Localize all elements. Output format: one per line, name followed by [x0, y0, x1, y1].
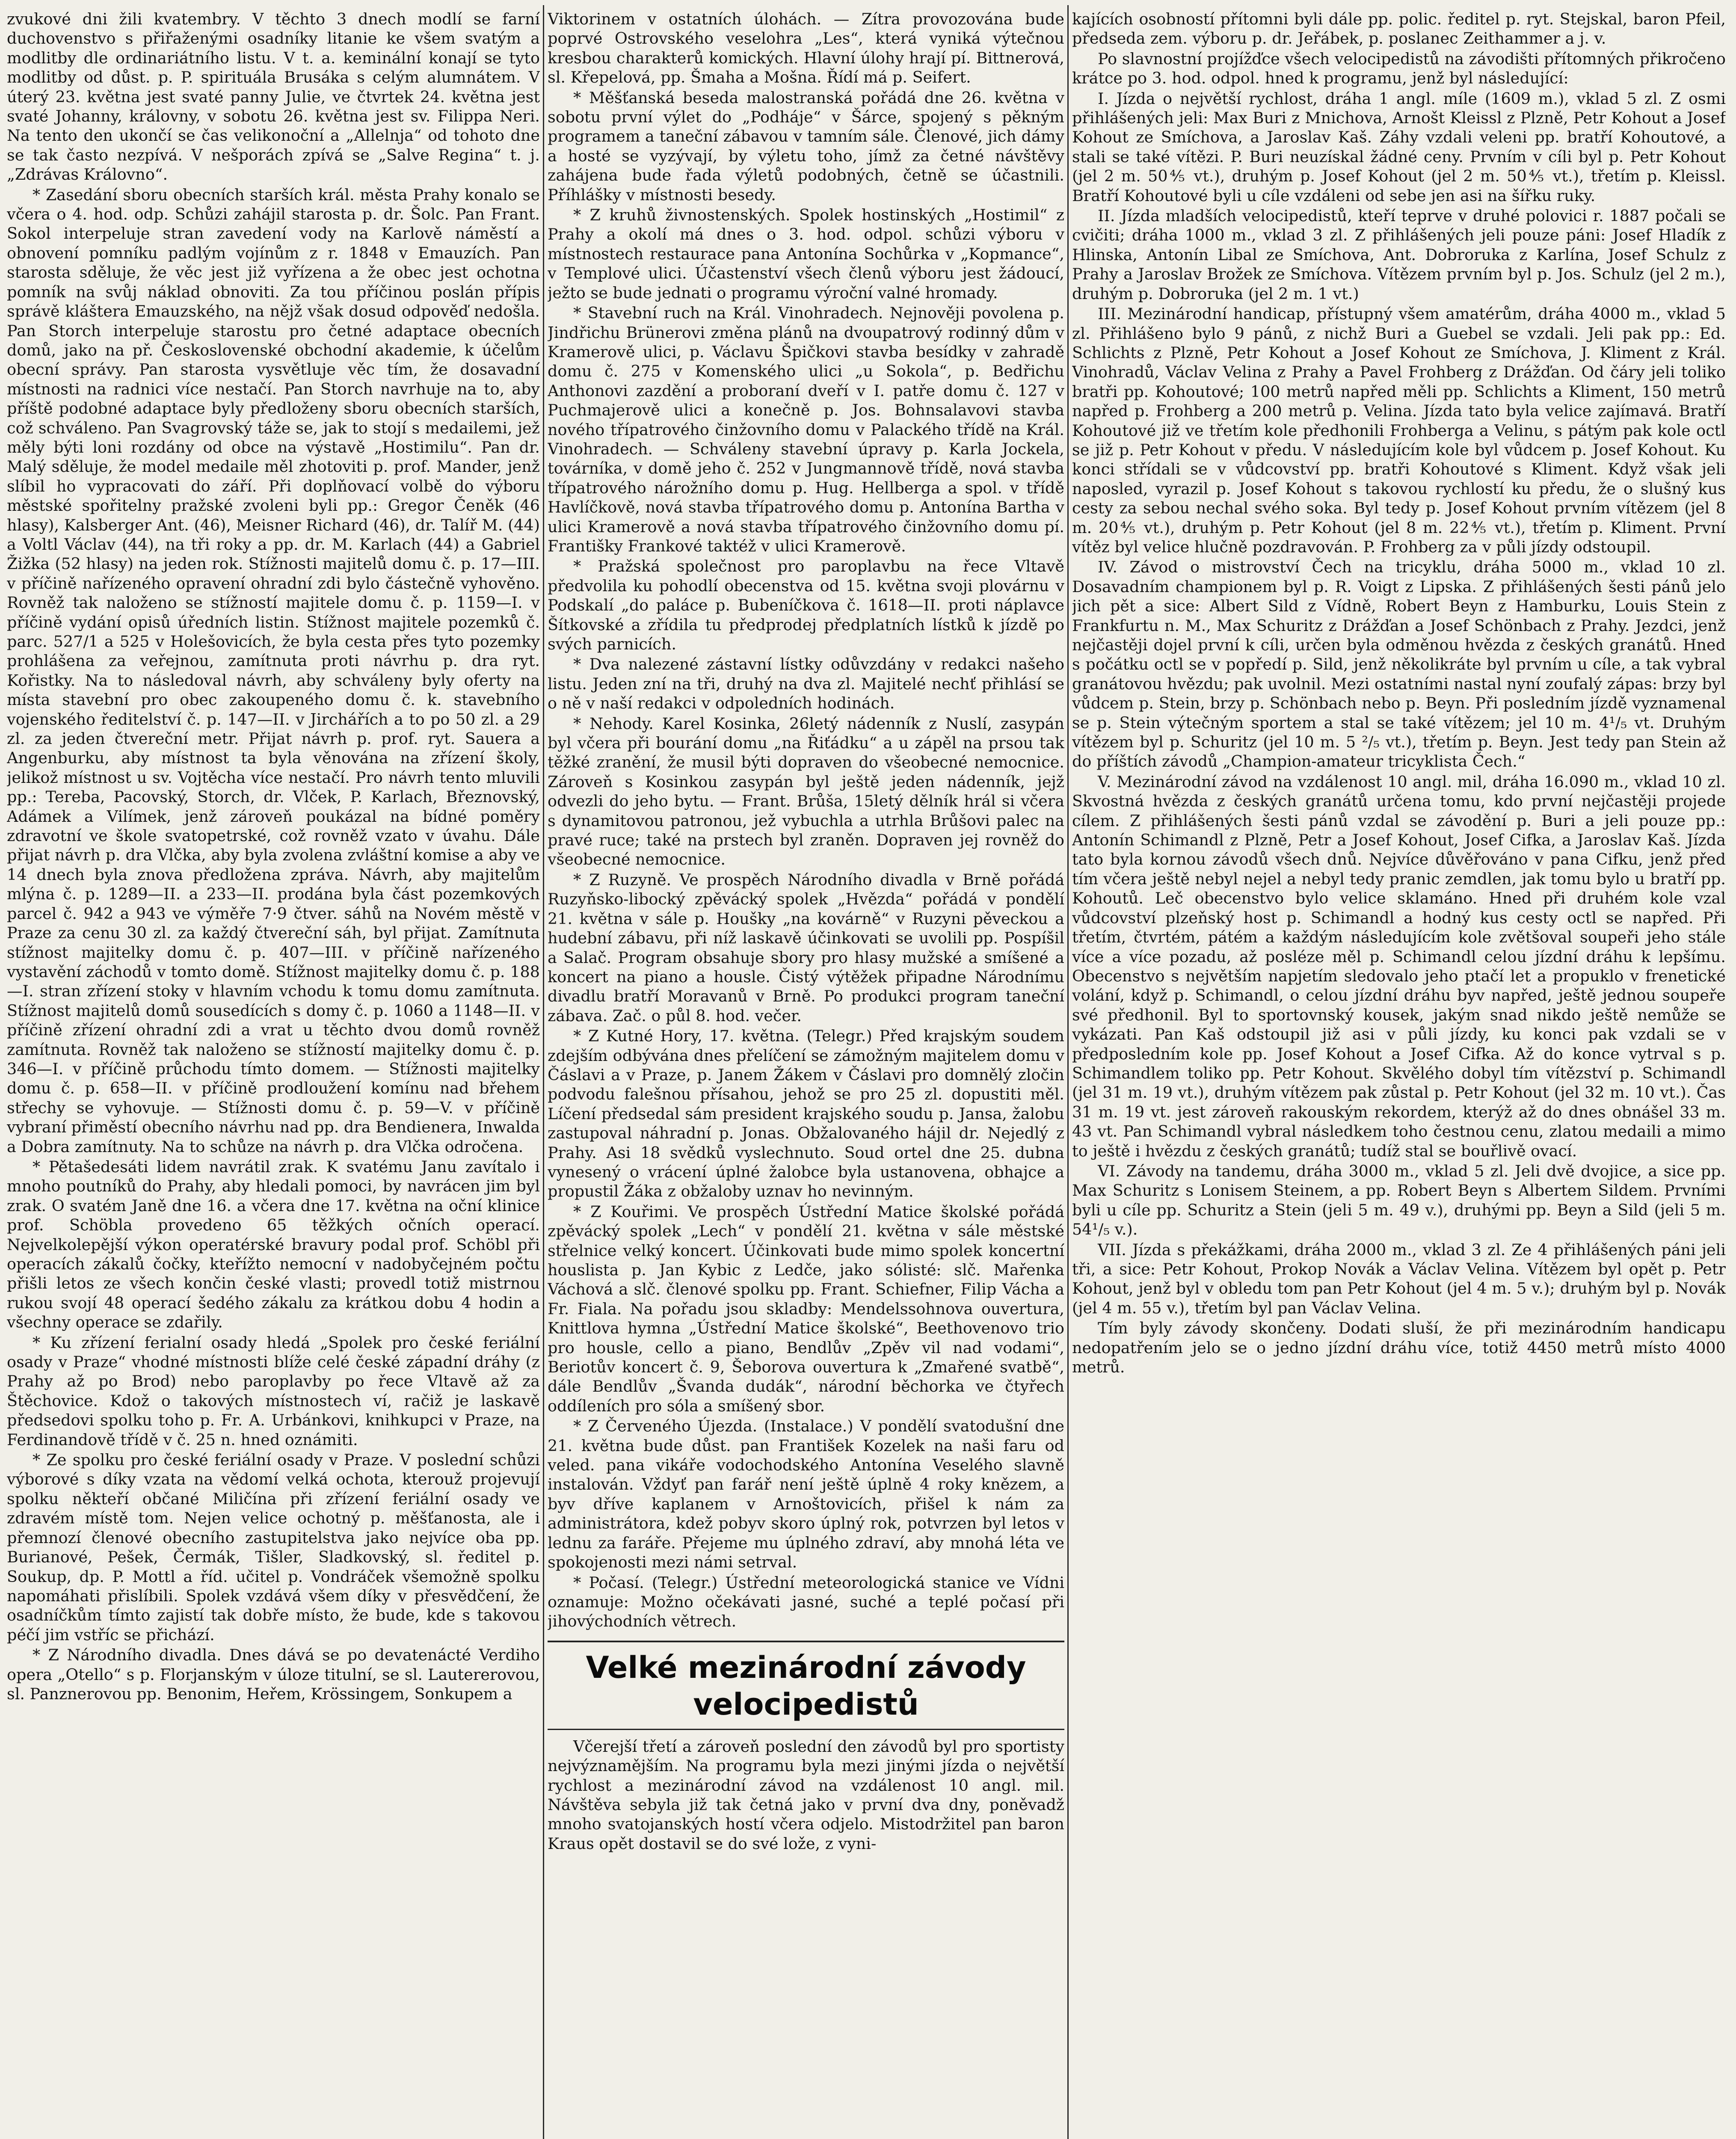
paragraph: * Z kruhů živnostenských. Spolek hostinských „Hostimil“ z Prahy a okolí má dnes o 3. hod. odpol. schůzi výboru v místnostech restaurace pana Antonína Sochůrka v „Kopmance“, v Templové ulici. Účastenství všech členů výboru jest žádoucí, ježto se bude jednati o programu výroční valné hromady.: [548, 206, 1064, 302]
paragraph: * Z Červeného Újezda. (Instalace.) V pondělí svatodušní dne 21. května bude důst. pan František Kozelek na naši faru od veled. pana vikáře vodochodského Antonína Veselého slavně instalován. Vždyť pan farář není ještě úplně 4 roky knězem, a byv dříve kaplanem v Arnoštovicích, přišel k nám za administrátora, kdež pobyv skoro úplný rok, potvrzen byl letos v lednu za faráře. Přejeme mu úplného zdraví, aby mnohá léta ve spokojenosti mezi námi setrval.: [548, 1417, 1064, 1572]
paragraph: Po slavnostní projížďce všech velocipedistů na závodišti přítomných přikročeno krátce po 3. hod. odpol. hned k programu, jenž byl následující:: [1072, 49, 1726, 88]
column-left: [7, 9, 540, 2139]
paragraph: * Počasí. (Telegr.) Ústřední meteorologická stanice ve Vídni oznamuje: Možno očekávati jasné, suché a teplé počasí při jihovýchodních větrech.: [548, 1573, 1064, 1631]
paragraph: Tím byly závody skončeny. Dodati sluší, že při mezinárodním handicapu nedopatřením jelo se o jedno jízdní dráhu více, totiž 4450 metrů místo 4000 metrů.: [1072, 1319, 1726, 1377]
paragraph: zvukové dni žili kvatembry. V těchto 3 dnech modlí se farní duchovenstvo s přiřaženými osadníky litanie ke všem svatým a modlitby dle ordinariátního listu. V t. a. keminální konají se tyto modlitby od důst. p. P. spirituála Brusáka s celým alumnátem. V úterý 23. května jest svaté panny Julie, ve čtvrtek 24. května jest svaté Johanny, královny, v sobotu 26. května jest sv. Filippa Neri. Na tento den ukončí se čas velikonoční a „Allelnja“ od tohoto dne se tak často nezpívá. V nešporách zpívá se „Salve Regina“ t. j. „Zdrávas Královno“.: [7, 10, 540, 184]
paragraph: * Pětašedesáti lidem navrátil zrak. K svatému Janu zavítalo i mnoho poutníků do Prahy, aby hledali pomoci, by navrácen jim byl zrak. O svatém Janě dne 16. a včera dne 17. května na oční klinice prof. Schöbla provedeno 65 těžkých očních operací. Nejvelkolepější výkon operatérské bravury podal prof. Schöbl při operacích zákalů čočky, kteřížto nemocní v nadobyčejném počtu přišli letos ze všech končin české vlasti; provedl totiž mistrnou rukou svojí 48 operací šedého zákalu za krátkou dobu 4 hodin a všechny operace se zdařily.: [7, 1157, 540, 1332]
paragraph: IV. Závod o mistrovství Čech na tricyklu, dráha 5000 m., vklad 10 zl. Dosavadním championem byl p. R. Voigt z Lipska. Z přihlášených šesti pánů jelo jich pět a sice: Albert Sild z Vídně, Robert Beyn z Hamburku, Louis Stein z Frankfurtu n. M., Max Schuritz z Drážďan a Josef Schönbach z Prahy. Jezdci, jenž nejčastěji dojel první k cíli, určen byla odměnou hvězda z českých granátů. Hned s počátku octl se v popředí p. Sild, jenž několikráte byl prvním u cíle, a tak vybral granátovou hvězdu; pak uvolnil. Mezi ostatními nastal nyní zoufalý zápas: brzy byl vůdcem p. Stein, brzy p. Schönbach nebo p. Beyn. Při posledním jízdě vyznamenal se p. Stein výtečným sportem a stal se také vítězem; jel 10 m. 4¹/₅ vt. Druhým vítězem byl p. Schuritz (jel 10 m. 5 ²/₅ vt.), třetím p. Beyn. Jest tedy pan Stein až do příštích závodů „Champion-amateur tricyklista Čech.“: [1072, 558, 1726, 771]
paragraph: * Z Kouřimi. Ve prospěch Ústřední Matice školské pořádá zpěvácký spolek „Lech“ v pondělí 21. května v sále městské střelnice velký koncert. Účinkovati bude mimo spolek koncertní houslista p. Jan Kybic z Ledče, jako sólisté: slč. Mařenka Váchová a slč. členové spolku pp. Frant. Schiefner, Filip Vácha a Fr. Fiala. Na pořadu jsou skladby: Mendelssohnova ouvertura, Knittlova hymna „Ústřední Matice školské“, Beethovenovo trio pro housle, cello a piano, Bendlův „Zpěv vil nad vodami“, Beriotův koncert č. 9, Šeborova ouvertura k „Zmařené svatbě“, dále Bendlův „Švanda dudák“, národní běchorka ve čtyřech oddíleních pro sóla a smíšený sbor.: [548, 1202, 1064, 1415]
paragraph: * Nehody. Karel Kosinka, 26letý nádenník z Nuslí, zasypán byl včera při bourání domu „na Řiťádku“ a u zápěl na prsou tak těžké zranění, že musil býti dopraven do všeobecné nemocnice. Zároveň s Kosinkou zasypán byl ještě jeden nádenník, jejž odvezli do jeho bytu. — Frant. Brůša, 15letý dělník hrál si včera s dynamitovou patronou, jež vybuchla a utrhla Brůšovi palec na pravé ruce; také na prstech byl zraněn. Dopraven jej rovněž do všeobecné nemocnice.: [548, 714, 1064, 869]
paragraph: * Stavební ruch na Král. Vinohradech. Nejnověji povolena p. Jindřichu Brünerovi změna plánů na dvoupatrový rodinný dům v Kramerově ulici, p. Václavu Špičkovi stavba besídky v zahradě domu č. 275 v Komenského ulici „u Sokola“, p. Bedřichu Anthonovi zazdění a proboraní dveří v I. patře domu č. 127 v Puchmajerově ulici a konečně p. Jos. Bohnsalavovi stavba nového třípatrového činžovního domu v Palackého třídě na Král. Vinohradech. — Schváleny stavební úpravy p. Karla Jockela, továrníka, v domě jeho č. 252 v Jungmannově třídě, nová stavba třípatrového nárožního domu p. Hug. Hellberga a spol. v třídě Havlíčkově, nová stavba třípatrového domu p. Antonína Bartha v ulici Kramerově a nová stavba třípatrového činžovního domu pí. Františky Frankové taktéž v ulici Kramerově.: [548, 304, 1064, 555]
article-headline: Velké mezinárodní závody velocipedistů: [548, 1641, 1064, 1730]
paragraph: * Z Ruzyně. Ve prospěch Národního divadla v Brně pořádá Ruzyňsko-libocký zpěvácký spolek „Hvězda“ pořádá v pondělí 21. května v sále p. Houšky „na kovárně“ v Ruzyni pěveckou a hudební zábavu, při níž laskavě účinkovati se uvolili pp. Pospíšil a Salač. Program obsahuje sbory pro hlasy mužské a smíšené a koncert na piano a housle. Čistý výtěžek připadne Národnímu divadlu bratří Moravanů v Brně. Po produkci program taneční zábava. Zač. o půl 8. hod. večer.: [548, 870, 1064, 1025]
column-right: [1072, 9, 1726, 2139]
paragraph: Viktorinem v ostatních úlohách. — Zítra provozována bude poprvé Ostrovského veselohra „Les“, která vyniká výtečnou kresbou charakterů komických. Hlavní úlohy hrají pí. Bittnerová, sl. Křepelová, pp. Šmaha a Mošna. Řídí má p. Seifert.: [548, 10, 1064, 87]
column-rule: [1067, 5, 1069, 2139]
paragraph: * Ze spolku pro české feriální osady v Praze. V poslední schůzi výborové s díky vzata na vědomí velká ochota, kterouž projevují spolku někteří občané Miličína při zřízení feriální osady ve zdravém místě tom. Nejen velice ochotný p. měšťanosta, ale i přemnozí členové obecního zastupitelstva jako nejvíce oba pp. Burianové, Pešek, Čermák, Tišler, Sladkovský, sl. ředitel p. Soukup, dp. P. Mottl a říd. učitel p. Vondráček všemožně spolku napomáhati přislíbili. Spolek vzdává všem díky v přesvědčení, že osadníčkům tímto zajistí tak dobře místo, že bude, kde s takovou péčí jim vstříc se přichází.: [7, 1451, 540, 1644]
paragraph: I. Jízda o největší rychlost, dráha 1 angl. míle (1609 m.), vklad 5 zl. Z osmi přihlášených jeli: Max Buri z Mnichova, Arnošt Kleissl z Plzně, Petr Kohout a Josef Kohout ze Smíchova, a Jaroslav Kaš. Záhy vzdali veleni pp. bratří Kohoutové, a stali se také vítězi. P. Buri neuzískal žádné ceny. Prvním v cíli byl p. Petr Kohout (jel 2 m. 50⅘ vt.), druhým p. Josef Kohout (jel 2 m. 50⅘ vt.), třetím p. Kleissl. Bratří Kohoutové byli u cíle vzdáleni od sebe jen asi na šířku ruky.: [1072, 89, 1726, 205]
paragraph: * Pražská společnost pro paroplavbu na řece Vltavě předvolila ku pohodlí obecenstva od 15. května svoji plovárnu v Podskalí „do paláce p. Bubeníčkova č. 1618—II. proti náplavce Šítkovské a zřídila tu předprodej předplatních lístků k jízdě po svých parnicích.: [548, 557, 1064, 653]
paragraph: VI. Závody na tandemu, dráha 3000 m., vklad 5 zl. Jeli dvě dvojice, a sice pp. Max Schuritz s Lonisem Steinem, a pp. Robert Beyn s Albertem Sildem. Prvními byli u cíle pp. Schuritz a Stein (jeli 5 m. 49 v.), druhými pp. Beyn a Sild (jeli 5 m. 54¹/₅ v.).: [1072, 1161, 1726, 1239]
paragraph: * Zasedání sboru obecních starších král. města Prahy konalo se včera o 4. hod. odp. Schůzi zahájil starosta p. dr. Šolc. Pan Frant. Sokol interpeluje stran zavedení vody na Karlově náměstí a obnovení pomníku padlým vojínům z r. 1848 v Emauzích. Pan starosta sděluje, že věc jest již vyřízena a že obec jest ochotna pomník na svůj náklad obnoviti. Za tou příčinou poslán přípis správě kláštera Emauzského, na nějž však dosud odpověď nedošla. Pan Storch interpeluje starostu pro četné adaptace obecních domů, jako na př. Československé obchodní akademie, k účelům obecní správy. Pan starosta vysvětluje věc tím, že dosavadní místnosti na radnici více nestačí. Pan Storch navrhuje na to, aby příště podobné adaptace byly předloženy sboru obecních starších, což schváleno. Pan Svagrovský táže se, jak to stojí s medailemi, jež měly býti loni rozdány od obce na výstavě „Hostimilu“. Pan dr. Malý sděluje, že model medaile měl zhotoviti p. prof. Mander, jenž slíbil ho vypracovati do září. Při doplňovací volbě do výboru městské spořitelny pražské zvoleni byli pp.: Gregor Čeněk (46 hlasy), Kalsberger Ant. (46), Meisner Richard (46), dr. Talíř M. (44) a Voltl Václav (44), na tři roky a pp. dr. M. Karlach (44) a Gabriel Žižka (52 hlasy) na jeden rok. Stížnosti majitelů domu č. p. 17—III. v příčině nařízeného opravení ohradní zdi bylo částečně vyhověno. Rovněž tak naloženo se stížností majitele domu č. p. 1159—I. v příčině vydání opisů úředních listin. Stížnost majitele pozemků č. parc. 527/1 a 525 v Holešovicích, že byla cesta přes tyto pozemky prohlášena za veřejnou, zamítnuta proti návrhu p. dra ryt. Kořistky. Na to následoval návrh, aby schváleny byly oferty na místa stavební pro obec zakoupeného domu č. k. stavebního vojenského ředitelství č. p. 147—II. v Jirchářích a to po 50 zl. a 29 zl. za jeden čtvereční metr. Přijat návrh p. prof. ryt. Sauera a Angenburku, aby místnost ta byla věnována na zřízení školy, jelikož místnost u sv. Vojtěcha více nestačí. Pro návrh tento mluvili pp.: Tereba, Pacovský, Storch, dr. Vlček, P. Karlach, Březnovský, Adámek a Vilímek, jenž zároveň poukázal na bídné poměry zdravotní ve škole svatopetrské, což rovněž vzato v úvahu. Dále přijat návrh p. dra Vlčka, aby byla zvolena zvláštní komise a aby ve 14 dnech byla znova předložena zpráva. Návrh, aby majitelům mlýna č. p. 1289—II. a 233—II. prodána byla část pozemkových parcel č. 942 a 943 ve výměře 7·9 čtver. sáhů na Novém městě v Praze za cenu 30 zl. za každý čtvereční sáh, byl přijat. Zamítnuta stížnost majitelky domu č. p. 407—III. v příčině nařízeného vystavění záchodů v tomto domě. Stížnost majitelky domu č. p. 188—I. stran zřízení stoky v hlavním vchodu k tomu domu zamítnuta. Stížnost majitelů domů sousedících s domy č. p. 1060 a 1148—II. v příčině zřízení ohradní zdi a vrat u těchto dvou domů rovněž zamítnuta. Rovněž tak naloženo se stížností majitelky domu č. p. 346—I. v příčině průchodu tímto domem. — Stížnosti majitelky domu č. p. 658—II. v příčině prodloužení komínu nad břehem střechy se vyhovuje. — Stížnosti domu č. p. 59—V. v příčině vybraní přiměstí obecního návrhu nad pp. dra Bendienera, Inwalda a Dobra zamítnuty. Na to schůze na návrh p. dra Vlčka odročena.: [7, 185, 540, 1156]
column-middle: [548, 9, 1064, 2139]
paragraph: III. Mezinárodní handicap, přístupný všem amatérům, dráha 4000 m., vklad 5 zl. Přihlášeno bylo 9 pánů, z nichž Buri a Guebel se vzdali. Jeli pak pp.: Ed. Schlichts z Plzně, Petr Kohout a Josef Kohout ze Smíchova, J. Kliment z Král. Vinohradů, Václav Velina z Prahy a Pavel Frohberg z Drážďan. Od čáry jeli toliko bratři pp. Kohoutové; 100 metrů napřed měli pp. Schlichts a Kliment, 150 metrů napřed p. Frohberg a 200 metrů p. Velina. Jízda tato byla velice zajímavá. Bratří Kohoutové již ve třetím kole předhonili Frohberga a Velinu, s pátým pak kole octl se již p. Petr Kohout v předu. V následujícím kole byl vůdcem p. Josef Kohout. Ku konci střídali se v vůdcovství pp. bratři Kohoutové s Kliment. Když však jeli naposled, vyrazil p. Josef Kohout s takovou rychlostí ku předu, že o slušný kus cesty za sebou nechal svého soka. Byl tedy p. Josef Kohout prvním vítězem (jel 8 m. 20⅘ vt.), druhým p. Petr Kohout (jel 8 m. 22⅘ vt.), třetím p. Kliment. První vítěz byl velice hlučně pozdravován. P. Frohberg za v půli jízdy odstoupil.: [1072, 305, 1726, 556]
column-rule: [543, 5, 544, 2139]
paragraph: * Dva nalezené zástavní lístky odůvzdány v redakci našeho listu. Jeden zní na tři, druhý na dva zl. Majitelé nechť přihlásí se o ně v naší redakci v odpoledních hodinách.: [548, 655, 1064, 713]
paragraph: V. Mezinárodní závod na vzdálenost 10 angl. mil, dráha 16.090 m., vklad 10 zl. Skvostná hvězda z českých granátů určena tomu, kdo první nejčastěji projede cílem. Z přihlášených šesti pánů vzdal se závodění p. Buri a jeli pouze pp.: Antonín Schimandl z Plzně, Petr a Josef Kohout, Josef Cifka, a Jaroslav Kaš. Jízda tato byla kornou závodů všech dnů. Nejvíce důvěřováno v pana Cifku, jenž před tím včera ještě nebyl nejel a nebyl tedy pranic zemdlen, jak tomu bylo u bratří pp. Kohoutů. Leč obecenstvo bylo velice sklamáno. Hned při druhém kole vzal vůdcovství plzeňský host p. Schimandl a hodný kus cesty octl se napřed. Při třetím, čtvrtém, pátém a každým následujícím kole zvětšoval soupeři jeho stále více a více pozadu, až posléze měl p. Schimandl celou jízdní dráhu k lepšímu. Obecenstvo s největším napjetím sledovalo jeho ptačí let a propuklo v frenetické volání, když p. Schimandl, o celou jízdní dráhu byv napřed, ještě jednou soupeře své předhonil. Byl to sportovnský kousek, jakým snad nikdo ještě nemůže se vykázati. Pan Kaš odstoupil již asi v půli jízdy, ku konci pak vzdali se v předposledním kole pp. Josef Kohout a Josef Cifka. Až do konce vytrval s p. Schimandlem toliko pp. Petr Kohout. Skvělého dobyl tím vítězství p. Schimandl (jel 31 m. 19 vt.), druhým vítězem pak zůstal p. Petr Kohout (jel 32 m. 10 vt.). Čas 31 m. 19 vt. jest zároveň rakouským rekordem, kterýž až do dnes obnášel 33 m. 43 vt. Pan Schimandl vybral následkem toho čestnou cenu, zlatou medaili a mimo to ještě i hvězdu z českých granátů; tudíž stal se bouřlivě ovací.: [1072, 772, 1726, 1160]
paragraph: * Z Kutné Hory, 17. května. (Telegr.) Před krajským soudem zdejším odbývána dnes přelíčení se zámožným majitelem domu v Čáslavi a v Praze, p. Janem Žákem v Čáslavi pro domnělý zločin podvodu falešnou přísahou, jehož se pro 25 zl. dopustiti měl. Líčení předsedal sám president krajského soudu p. Jansa, žalobu zastupoval náhradní p. Jonas. Obžalovaného hájil dr. Nejedlý z Prahy. Asi 18 svědků vyslechnuto. Soud ortel dne 25. dubna vynesený o vrácení úplné žalobce byla ustanovena, obhajce a propustil Žáka z obžaloby uznav ho nevinným.: [548, 1027, 1064, 1201]
paragraph: kajících osobností přítomni byli dále pp. polic. ředitel p. ryt. Stejskal, baron Pfeil, předseda zem. výboru p. dr. Jeřábek, p. poslanec Zeithammer a j. v.: [1072, 10, 1726, 48]
paragraph: II. Jízda mladších velocipedistů, kteří teprve v druhé polovici r. 1887 počali se cvičiti; dráha 1000 m., vklad 3 zl. Z přihlášených jeli pouze páni: Josef Hladík z Hlinska, Antonín Libal ze Smíchova, Ant. Dobroruka z Karlína, Josef Schulz z Prahy a Jaroslav Brožek ze Smíchova. Vítězem prvním byl p. Jos. Schulz (jel 2 m.), druhým p. Dobroruka (jel 2 m. 1 vt.): [1072, 207, 1726, 303]
paragraph: Včerejší třetí a zároveň poslední den závodů byl pro sportisty nejvýznamějším. Na programu byla mezi jinými jízda o největší rychlost a mezinárodní závod na vzdálenost 10 angl. mil. Návštěva sebyla již tak četná jako v první dva dny, poněvadž mnoho svatojanských hostí včera odjelo. Mistodržitel pan baron Kraus opět dostavil se do své lože, z vyni-: [548, 1737, 1064, 1853]
paragraph: * Ku zřízení ferialní osady hledá „Spolek pro české feriální osady v Praze“ vhodné místnosti blíže celé české západní dráhy (z Prahy až po Brod) nebo paroplavby po řece Vltavě až za Štěchovice. Kdož o takových místnostech ví, račiž je laskavě předsedovi spolku toho p. Fr. A. Urbánkovi, knihkupci v Praze, na Ferdinandově třídě v č. 25 n. hned oznámiti.: [7, 1333, 540, 1449]
paragraph: * Měšťanská beseda malostranská pořádá dne 26. května v sobotu první výlet do „Podháje“ v Šárce, spojený s pěkným programem a taneční zábavou v tamním sále. Členové, jich dámy a hosté se vyzývají, by výletu toho, jímž za četné návštěvy zahájena bude řada výletů podobných, četně se účastnili. Příhlášky v místnosti besedy.: [548, 88, 1064, 204]
paragraph: * Z Národního divadla. Dnes dává se po devatenácté Verdiho opera „Otello“ s p. Florjanským v úloze titulní, se sl. Lautererovou, sl. Panznerovou pp. Benonim, Heřem, Krössingem, Sonkupem a: [7, 1646, 540, 1703]
paragraph: VII. Jízda s překážkami, dráha 2000 m., vklad 3 zl. Ze 4 přihlášených páni jeli tři, a sice: Petr Kohout, Prokop Novák a Václav Velina. Vítězem byl opět p. Petr Kohout, jenž byl v obledu tom pan Petr Kohout (jel 4 m. 5 v.); druhým byl p. Novák (jel 4 m. 55 v.), třetím byl pan Václav Velina.: [1072, 1240, 1726, 1317]
